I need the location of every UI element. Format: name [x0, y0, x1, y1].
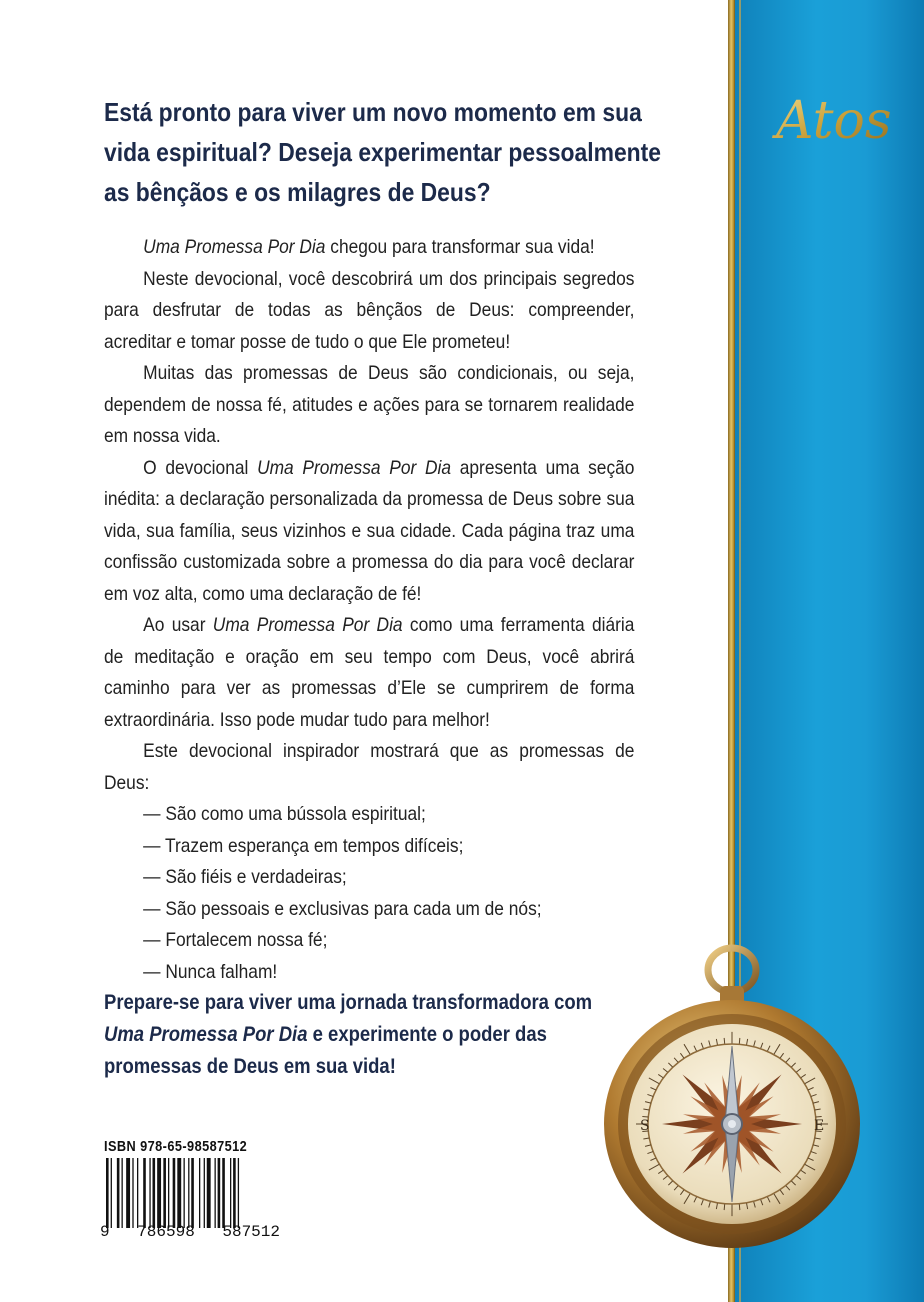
barcode-bar: [207, 1158, 211, 1228]
barcode-bar: [177, 1158, 181, 1228]
book-title-italic: Uma Promessa Por Dia: [212, 614, 403, 636]
compass-tick: [739, 1204, 740, 1210]
list-item: — São pessoais e exclusivas para cada um de nós;: [143, 897, 542, 920]
barcode-bar: [184, 1158, 185, 1228]
paragraph-secret: Neste devocional, você descobrirá um dos principais segredos para desfrutar de todas as bênçãos de Deus: compreender, acreditar e tomar posse de tudo o que Ele prometeu!: [104, 267, 635, 353]
paragraph-list-intro: Este devocional inspirador mostrará que as promessas de Deus:: [104, 740, 635, 794]
compass-tick: [724, 1204, 725, 1210]
barcode-bar: [137, 1158, 138, 1228]
paragraph-text: Ao usar: [143, 614, 213, 636]
barcode-bar: [204, 1158, 205, 1228]
compass-tick: [642, 1116, 648, 1117]
paragraph-conditional: Muitas das promessas de Deus são condicionais, ou seja, dependem de nossa fé, atitudes e ações para se tornarem realidade em nossa vida.: [104, 362, 635, 447]
barcode-bar: [117, 1158, 120, 1228]
barcode-bar: [173, 1158, 176, 1228]
paragraph-text: chegou para transformar sua vida!: [325, 236, 595, 258]
barcode-bar: [153, 1158, 156, 1228]
paragraph-text: O devocional: [143, 456, 258, 479]
barcode-digits: [100, 1223, 280, 1241]
description-body: [104, 232, 634, 988]
logo-text: Atos: [776, 91, 892, 151]
compass-tick: [724, 1038, 725, 1044]
book-title-italic: Uma Promessa Por Dia: [143, 236, 326, 258]
compass-letter-east: E: [814, 1118, 825, 1134]
list-item: — Trazem esperança em tempos difíceis;: [143, 834, 464, 857]
isbn-label: ISBN 978-65-98587512: [104, 1138, 248, 1155]
isbn-barcode: [104, 1158, 274, 1228]
barcode-bar: [157, 1158, 161, 1228]
barcode-bar: [215, 1158, 216, 1228]
paragraph-usage: [104, 610, 634, 736]
barcode-bar: [222, 1158, 225, 1228]
barcode-digit-group: 587512: [222, 1223, 280, 1241]
list-item: — São como uma bússola espiritual;: [143, 803, 426, 825]
list-item: — Fortalecem nossa fé;: [143, 929, 328, 951]
list-item: — Nunca falham!: [143, 960, 278, 983]
headline: Está pronto para viver um novo momento em sua vida espiritual? Deseja experimentar pessoalmente as bênçãos e os milagres de Deus?: [104, 97, 661, 207]
barcode-bar: [233, 1158, 236, 1228]
barcode-bar: [132, 1158, 133, 1228]
paragraph-section: [104, 453, 634, 611]
barcode-bar: [163, 1158, 166, 1228]
compass-ring: [708, 948, 756, 992]
barcode-bar: [218, 1158, 221, 1228]
compass-letter-west: S: [640, 1118, 650, 1134]
barcode-digit-group: 9: [100, 1223, 110, 1241]
paragraph-text: apresenta uma seção inédita: a declaração personalizada da promessa de Deus sobre sua vida, sua família, seus vizinhos e sua cidade. Cada página traz uma confissão customizada sobre a promessa do dia para você declarar em voz alta, como uma declaração de fé!: [104, 456, 635, 605]
barcode-bar: [238, 1158, 239, 1228]
compass-tick: [739, 1038, 740, 1044]
barcode-bar: [199, 1158, 200, 1228]
barcode-bar: [143, 1158, 146, 1228]
closing-text: e experimente o poder das promessas de Deus em sua vida!: [104, 1022, 547, 1078]
barcode-digit-group: 786598: [137, 1223, 195, 1241]
paragraph-text: como uma ferramenta diária de meditação e oração em seu tempo com Deus, você abrirá caminho para ver as promessas d’Ele se cumprirem de forma extraordinária. Isso pode mudar tudo para melhor!: [104, 614, 635, 731]
barcode-bar: [106, 1158, 109, 1228]
barcode-bar: [191, 1158, 194, 1228]
compass-tick: [816, 1116, 822, 1117]
list-item: — São fiéis e verdadeiras;: [143, 866, 347, 888]
publisher-logo: [772, 76, 892, 166]
barcode-bar: [111, 1158, 112, 1228]
barcode-bar: [126, 1158, 130, 1228]
barcode-bar: [230, 1158, 231, 1228]
book-title-italic: Uma Promessa Por Dia: [104, 1022, 308, 1046]
closing-call-to-action: [104, 986, 637, 1082]
compass-illustration: [596, 940, 868, 1270]
barcode-bar: [122, 1158, 123, 1228]
barcode-bar: [168, 1158, 169, 1228]
barcode-bar: [188, 1158, 189, 1228]
closing-text: Prepare-se para viver uma jornada transformadora com: [104, 990, 593, 1014]
barcode-bar: [149, 1158, 150, 1228]
book-title-italic: Uma Promessa Por Dia: [257, 456, 452, 479]
paragraph-intro: [104, 232, 634, 264]
